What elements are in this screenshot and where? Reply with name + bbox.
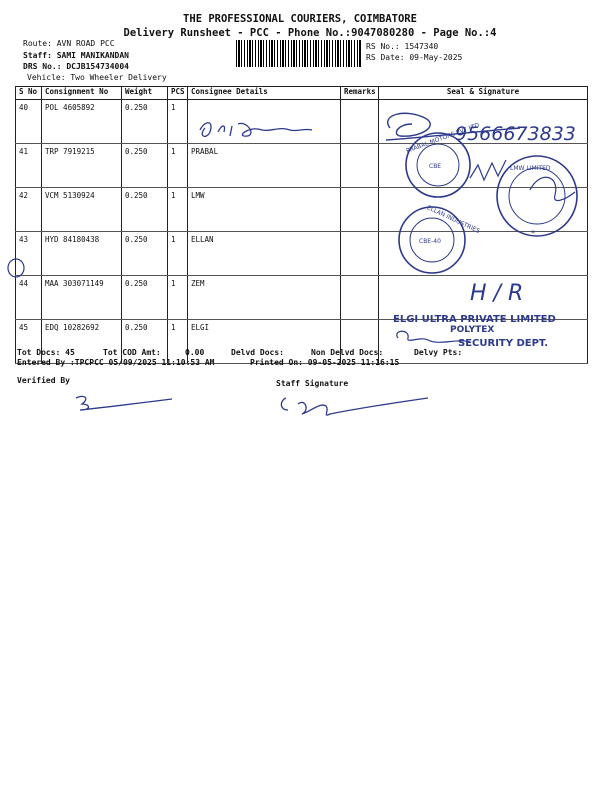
consignment-table [15, 86, 588, 364]
staff-label: Staff: SAMI MANIKANDAN [23, 51, 129, 60]
cell-weight: 0.250 [122, 232, 168, 276]
printed-on: Printed On: 09-05-2025 11:16:15 [250, 358, 400, 367]
company-title: THE PROFESSIONAL COURIERS, COIMBATORE [183, 13, 417, 25]
cell-sno: 42 [16, 188, 42, 232]
cell-sno: 41 [16, 144, 42, 188]
cell-remarks [341, 276, 379, 320]
rs-number: RS No.: 1547340 [366, 42, 439, 51]
cell-pcs: 1 [168, 320, 188, 364]
cell-consignee: ELGI [188, 320, 341, 364]
cell-consignment: MAA 303071149 [42, 276, 122, 320]
total-cod-label: Tot COD Amt: [103, 348, 161, 357]
vehicle-label: Vehicle: Two Wheeler Delivery [27, 73, 167, 82]
total-cod-value: 0.00 [185, 348, 205, 357]
cell-seal [379, 144, 588, 188]
cell-sno: 43 [16, 232, 42, 276]
cell-remarks [341, 232, 379, 276]
cell-weight: 0.250 [122, 276, 168, 320]
cell-weight: 0.250 [122, 100, 168, 144]
table-row [16, 276, 588, 320]
col-header-weight: Weight [122, 87, 168, 100]
cell-consignee: ZEM [188, 276, 341, 320]
elgi-stamp-company: ELGI ULTRA PRIVATE LIMITED [393, 314, 556, 325]
svg-text:CBE: CBE [429, 163, 442, 170]
cell-pcs: 1 [168, 276, 188, 320]
col-header-remarks: Remarks [341, 87, 379, 100]
cell-consignment: HYD 84180438 [42, 232, 122, 276]
cell-pcs: 1 [168, 144, 188, 188]
cell-sno: 45 [16, 320, 42, 364]
cell-consignee [188, 100, 341, 144]
col-header-consignee: Consignee Details [188, 87, 341, 100]
svg-text:LMW LIMITED: LMW LIMITED [510, 165, 551, 172]
cell-consignment: EDQ 10282692 [42, 320, 122, 364]
total-docs: Tot Docs: 45 [17, 348, 75, 357]
entered-by: Entered By :TPCPCC 05/09/2025 11:10:53 AM [17, 358, 215, 367]
staff-signature-label: Staff Signature [276, 379, 349, 388]
cell-consignee: ELLAN [188, 232, 341, 276]
col-header-pcs: PCS [168, 87, 188, 100]
route-label: Route: AVN ROAD PCC [23, 39, 115, 48]
svg-text:PRABAL MOTORS PVT LTD: PRABAL MOTORS PVT LTD [405, 121, 481, 155]
table-row [16, 144, 588, 188]
col-header-consignment: Consignment No [42, 87, 122, 100]
cell-consignee: PRABAL [188, 144, 341, 188]
cell-seal [379, 320, 588, 364]
cell-pcs: 1 [168, 232, 188, 276]
cell-weight: 0.250 [122, 188, 168, 232]
cell-sno: 40 [16, 100, 42, 144]
cell-weight: 0.250 [122, 144, 168, 188]
col-header-sno: S No [16, 87, 42, 100]
cell-seal [379, 232, 588, 276]
barcode-image [236, 40, 362, 67]
table-row [16, 320, 588, 364]
hr-handwriting: H / R [470, 281, 524, 306]
cell-seal [379, 188, 588, 232]
cell-pcs: 1 [168, 188, 188, 232]
cell-sno: 44 [16, 276, 42, 320]
svg-text:ELLAN INDUSTRIES: ELLAN INDUSTRIES [425, 204, 481, 235]
table-row [16, 232, 588, 276]
cell-consignee: LMW [188, 188, 341, 232]
verified-signature [76, 396, 172, 410]
delivery-points: Delvy Pts: [414, 348, 463, 357]
elgi-stamp-dept1: POLYTEX [450, 325, 495, 335]
verified-by-label: Verified By [17, 376, 70, 385]
table-row [16, 188, 588, 232]
cell-seal [379, 276, 588, 320]
svg-text:CBE-40: CBE-40 [419, 238, 441, 245]
cell-remarks [341, 144, 379, 188]
phone-handwriting: 9566673833 [455, 123, 576, 145]
cell-consignment: VCM 5130924 [42, 188, 122, 232]
drs-number: DRS No.: DCJB154734004 [23, 62, 129, 71]
cell-consignment: POL 4605892 [42, 100, 122, 144]
star-mark: * [531, 229, 535, 238]
col-header-seal-signature: Seal & Signature [379, 87, 588, 100]
elgi-stamp-dept2: SECURITY DEPT. [458, 338, 549, 349]
delivered-docs: Delvd Docs: [231, 348, 284, 357]
rs-date: RS Date: 09-May-2025 [366, 53, 463, 62]
cell-seal [379, 100, 588, 144]
cell-pcs: 1 [168, 100, 188, 144]
cell-remarks [341, 100, 379, 144]
runsheet-title: Delivery Runsheet - PCC - Phone No.:9047080280 - Page No.:4 [123, 27, 497, 39]
non-delivered-docs: Non Delvd Docs: [311, 348, 384, 357]
cell-consignment: TRP 7919215 [42, 144, 122, 188]
cell-remarks [341, 188, 379, 232]
table-header-row [16, 87, 588, 100]
staff-signature-ink [281, 398, 428, 415]
cell-weight: 0.250 [122, 320, 168, 364]
table-row [16, 100, 588, 144]
